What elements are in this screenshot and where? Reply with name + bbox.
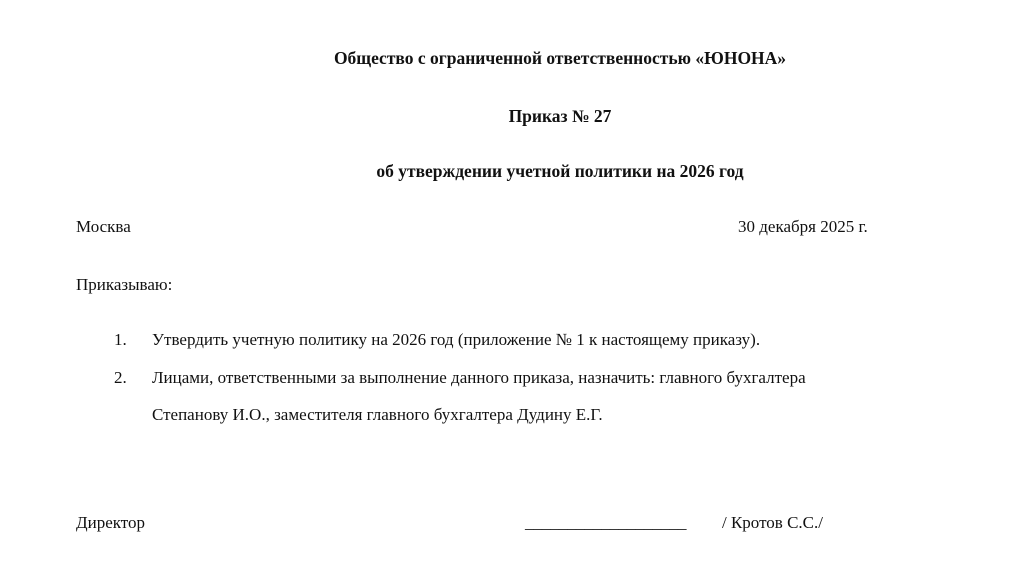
organization-name: Общество с ограниченной ответственностью «ЮНОНА» bbox=[333, 48, 787, 68]
signature-line: ___________________ bbox=[525, 513, 687, 532]
list-item-number: 1. bbox=[114, 330, 127, 349]
list-item-number: 2. bbox=[114, 368, 127, 387]
signer-position: Директор bbox=[76, 513, 145, 532]
list-item-text: Утвердить учетную политику на 2026 год (приложение № 1 к настоящему приказу). bbox=[152, 330, 761, 349]
list-item-text: Лицами, ответственными за выполнение данного приказа, назначить: главного бухгалтера bbox=[152, 368, 806, 387]
order-intro: Приказываю: bbox=[76, 275, 173, 294]
order-number: Приказ № 27 bbox=[508, 106, 612, 126]
list-item-text-continued: Степанову И.О., заместителя главного бухгалтера Дудину Е.Г. bbox=[152, 405, 603, 424]
city: Москва bbox=[76, 217, 131, 236]
order-subject: об утверждении учетной политики на 2026 год bbox=[376, 161, 744, 181]
signer-name: / Кротов С.С./ bbox=[722, 513, 823, 532]
order-date: 30 декабря 2025 г. bbox=[738, 217, 868, 236]
